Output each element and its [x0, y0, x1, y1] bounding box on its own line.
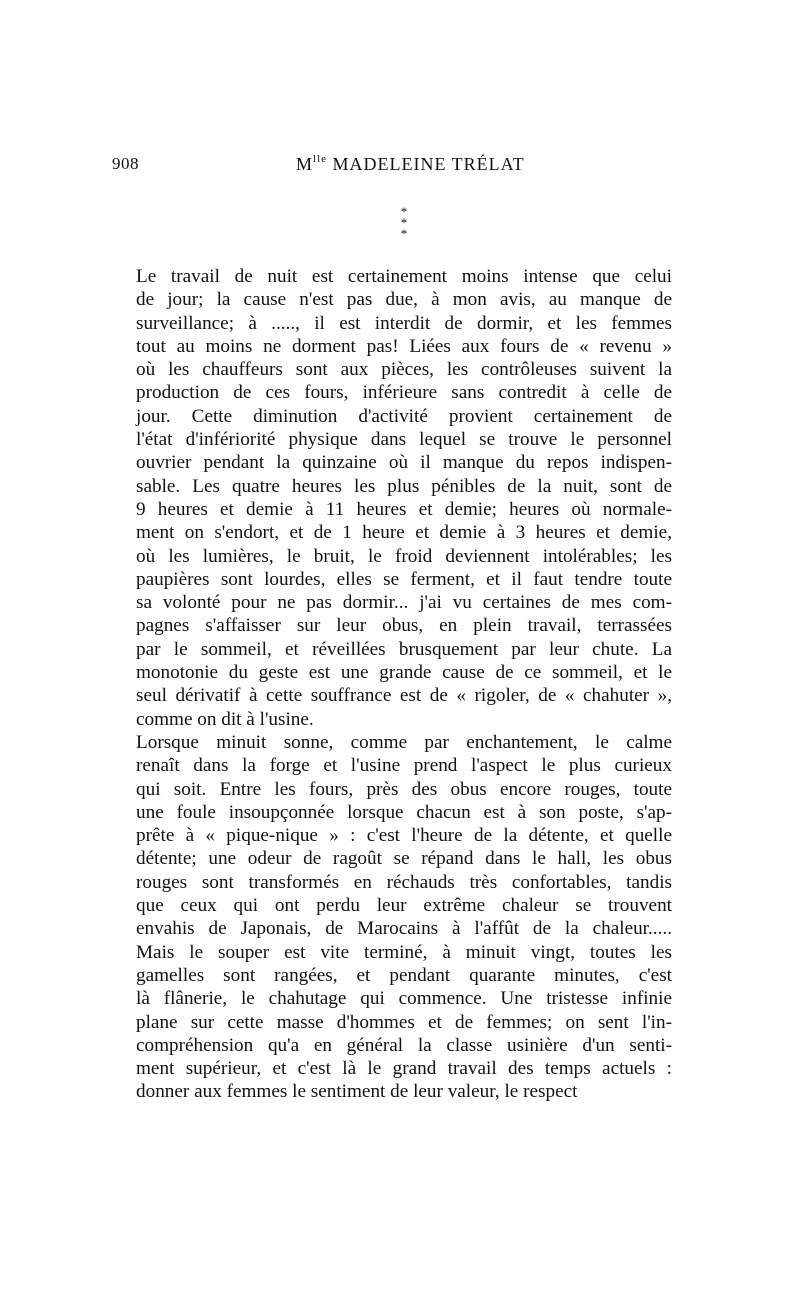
- text-line: envahis de Japonais, de Marocains à l'affût de la chaleur.....: [136, 918, 672, 940]
- author-suffix: lle: [313, 153, 328, 165]
- text-line: prête à « pique-nique » : c'est l'heure de la détente, et quelle: [136, 825, 672, 847]
- text-line: jour. Cette diminution d'activité provient certainement de: [136, 405, 672, 427]
- text-line: tout au moins ne dorment pas! Liées aux fours de « revenu »: [136, 335, 672, 357]
- text-line: Le travail de nuit est certainement moins intense que celui: [136, 266, 672, 287]
- text-line: gamelles sont rangées, et pendant quarante minutes, c'est: [136, 964, 672, 986]
- running-head: [296, 154, 525, 175]
- text-line: donner aux femmes le sentiment de leur valeur, le respect: [136, 1081, 578, 1103]
- text-line: comme on dit à l'usine.: [136, 708, 314, 730]
- text-line: ment supérieur, et c'est là le grand travail des temps actuels :: [136, 1058, 672, 1080]
- text-line: Lorsque minuit sonne, comme par enchantement, le calme: [136, 731, 672, 753]
- text-line: surveillance; à ....., il est interdit de dormir, et les femmes: [136, 312, 672, 334]
- author-name: MADELEINE TRÉLAT: [332, 154, 525, 174]
- text-line: plane sur cette masse d'hommes et de femmes; on sent l'in-: [136, 1011, 672, 1033]
- text-line: ouvrier pendant la quinzaine où il manque du repos indispen-: [136, 452, 672, 474]
- author-prefix: M: [296, 154, 314, 174]
- text-line: compréhension qu'a en général la classe usinière d'un senti-: [136, 1034, 672, 1056]
- text-line: production de ces fours, inférieure sans contredit à celle de: [136, 382, 672, 404]
- text-line: Mais le souper est vite terminé, à minuit vingt, toutes les: [136, 941, 672, 963]
- asterism-ornament: [384, 204, 424, 241]
- asterism-top: *: [400, 204, 408, 219]
- text-line: de jour; la cause n'est pas due, à mon avis, au manque de: [136, 289, 672, 311]
- asterism-bottom: * *: [400, 215, 420, 241]
- text-line: que ceux qui ont perdu leur extrême chaleur se trouvent: [136, 895, 672, 917]
- text-line: rouges sont transformés en réchauds très confortables, tandis: [136, 871, 672, 893]
- text-line: par le sommeil, et réveillées brusquement par leur chute. La: [136, 638, 672, 660]
- text-line: renaît dans la forge et l'usine prend l'aspect le plus curieux: [136, 755, 672, 777]
- text-line: sa volonté pour ne pas dormir... j'ai vu certaines de mes com-: [136, 592, 672, 614]
- paragraph: [112, 731, 672, 1104]
- text-line: qui soit. Entre les fours, près des obus encore rouges, toute: [136, 778, 672, 800]
- text-line: là flânerie, le chahutage qui commence. Une tristesse infinie: [136, 988, 672, 1010]
- text-line: pagnes s'affaisser sur leur obus, en plein travail, terrassées: [136, 615, 672, 637]
- body-text: [112, 265, 672, 1104]
- text-line: où les chauffeurs sont aux pièces, les contrôleuses suivent la: [136, 359, 672, 381]
- text-line: ment on s'endort, et de 1 heure et demie à 3 heures et demie,: [136, 522, 672, 544]
- text-line: paupières sont lourdes, elles se ferment, et il faut tendre toute: [136, 568, 672, 590]
- paragraph: [112, 265, 672, 731]
- page-number: 908: [112, 154, 139, 173]
- text-line: monotonie du geste est une grande cause de ce sommeil, et le: [136, 662, 672, 684]
- text-line: seul dérivatif à cette souffrance est de « rigoler, de « chahuter »,: [136, 685, 672, 707]
- text-line: l'état d'infériorité physique dans lequel se trouve le personnel: [136, 429, 672, 451]
- page-header: [112, 154, 702, 180]
- text-line: où les lumières, le bruit, le froid deviennent intolérables; les: [136, 545, 672, 567]
- text-line: une foule insoupçonnée lorsque chacun est à son poste, s'ap-: [136, 801, 672, 823]
- text-line: détente; une odeur de ragoût se répand dans le hall, les obus: [136, 848, 672, 870]
- text-line: sable. Les quatre heures les plus pénibles de la nuit, sont de: [136, 475, 672, 497]
- text-line: 9 heures et demie à 11 heures et demie; heures où normale-: [136, 498, 672, 520]
